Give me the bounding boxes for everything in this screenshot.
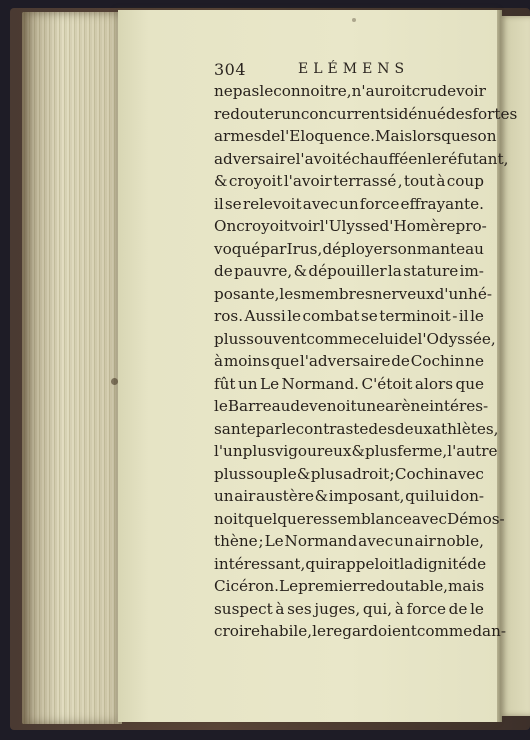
text-line: sante par le contraste des deux athlètes, [214, 419, 499, 438]
text-line: ne pas le connoitre, n'auroit cru devoir [214, 82, 486, 100]
text-line: posante, les membres nerveux d'un hé- [214, 284, 492, 303]
text-line: l'un plus vigoureux & plus ferme, l'autre [214, 442, 498, 460]
text-line: redouter un concurrent si dénué des fortes [214, 104, 518, 123]
text-line: voqué par Irus, déployer son manteau [214, 239, 484, 258]
running-head [214, 60, 484, 82]
text-line: le Barreau devenoit une arène intéres- [214, 397, 489, 415]
page-number: 304 [214, 60, 247, 79]
text-line: un air austère & imposant, qui lui don- [214, 487, 484, 505]
text-line: & croyoit l'avoir terrassé , tout à coup [214, 172, 484, 190]
text-line: plus souvent comme celui de l'Odyssée, [214, 329, 496, 348]
ink-spot [352, 18, 356, 22]
text-line: intéressant, qui rappeloit la dignité de [214, 554, 487, 573]
text-line: Cicéron. Le premier redoutable, mais [214, 577, 485, 595]
body-text [214, 80, 518, 643]
text-line: noit quelque ressemblance avec Démos- [214, 509, 505, 528]
text-line: il se relevoit avec un force effrayante. [214, 194, 484, 213]
text-line: plus souple & plus adroit ; Cochin avec [214, 464, 484, 483]
text-line: à moins que l'adversaire de Cochin ne [214, 352, 484, 370]
text-line: suspect à ses juges, qui, à force de le [214, 599, 484, 618]
text-line: On croyoit voir l'Ulysse d'Homère pro- [214, 217, 487, 235]
text-line: croire habile, le regardoient comme dan- [214, 622, 507, 640]
text-line: thène ; Le Normand avec un air noble, [214, 532, 484, 550]
text-line: armes de l'Eloquence. Mais lorsque son [214, 127, 497, 145]
text-line: fût un Le Normand. C'étoit alors que [214, 374, 484, 393]
running-title: ELÉMENS [298, 61, 410, 77]
text-line: ros. Aussi le combat se terminoit - il le [214, 307, 484, 325]
text-line: adversaire l'avoit échauffé en le réfutant, [214, 149, 509, 168]
text-line: de pauvre, & dépouiller la stature im- [214, 262, 484, 280]
ink-spot [111, 378, 118, 385]
